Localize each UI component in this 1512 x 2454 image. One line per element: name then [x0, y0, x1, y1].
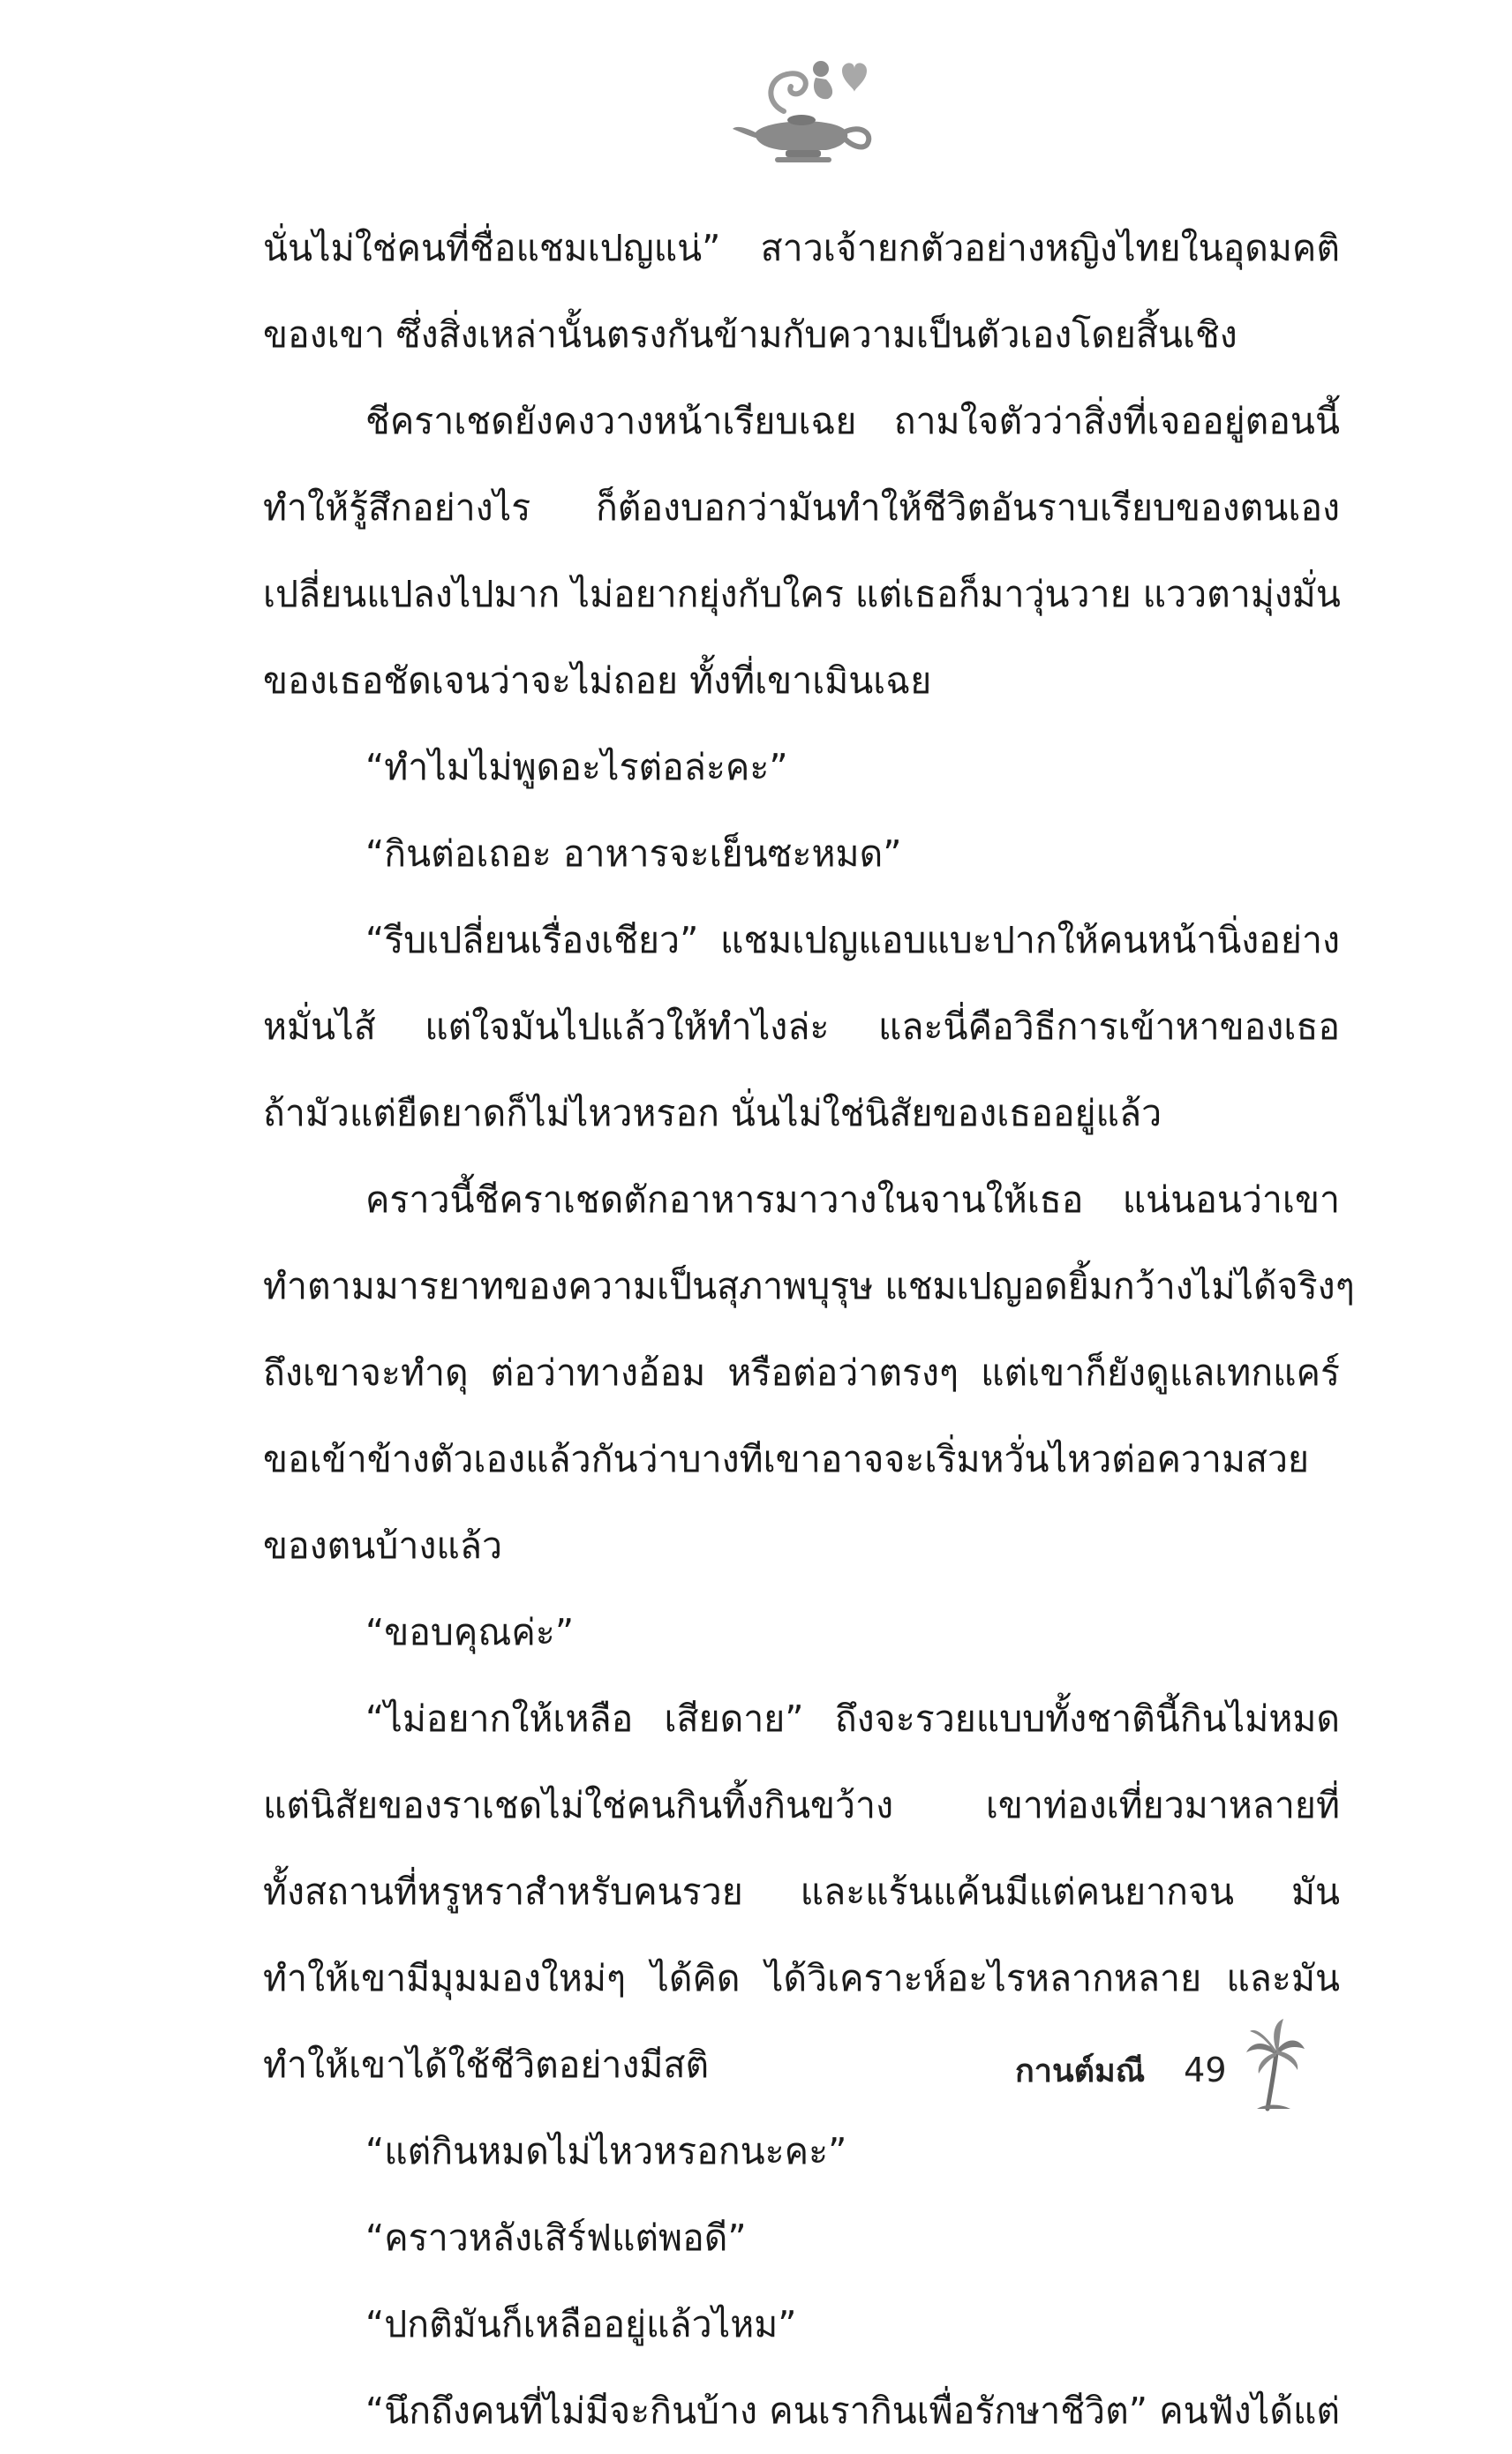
text-line: “คราวหลังเสิร์ฟแต่พอดี”	[365, 2217, 747, 2259]
palm-tree-icon	[1245, 2017, 1306, 2114]
book-title: กานต์มณี	[1015, 2052, 1146, 2089]
page-footer	[1015, 2030, 1306, 2110]
text-line: “ทำไมไม่พูดอะไรต่อล่ะคะ”	[365, 746, 788, 788]
text-line: ของเธอชัดเจนว่าจะไม่ถอย ทั้งที่เขาเมินเฉย	[263, 659, 932, 702]
text-line: ทั้งสถานที่หรูหราสำหรับคนรวย และแร้นแค้นมีแต่คนยากจน มัน	[263, 1871, 1340, 1913]
text-line: ถ้ามัวแต่ยืดยาดก็ไม่ไหวหรอก นั่นไม่ใช่นิสัยของเธออยู่แล้ว	[263, 1092, 1162, 1134]
genie-lamp-ornament-icon	[729, 51, 879, 166]
text-line: คราวนี้ชีคราเชดตักอาหารมาวางในจานให้เธอ แน่นอนว่าเขา	[365, 1178, 1340, 1221]
text-line: แต่นิสัยของราเชดไม่ใช่คนกินทิ้งกินขว้าง เขาท่องเที่ยวมาหลายที่	[263, 1784, 1340, 1826]
text-line: ถึงเขาจะทำดุ ต่อว่าทางอ้อม หรือต่อว่าตรงๆ แต่เขาก็ยังดูแลเทกแคร์	[263, 1351, 1340, 1394]
text-line: นั่นไม่ใช่คนที่ชื่อแชมเปญแน่” สาวเจ้ายกตัวอย่างหญิงไทยในอุดมคติ	[263, 227, 1340, 269]
text-line: ทำให้เขามีมุมมองใหม่ๆ ได้คิด ได้วิเคราะห์อะไรหลากหลาย และมัน	[263, 1957, 1340, 1999]
text-line: ชีคราเชดยังคงวางหน้าเรียบเฉย ถามใจตัวว่าสิ่งที่เจออยู่ตอนนี้	[365, 400, 1340, 442]
text-line: ทำให้รู้สึกอย่างไร ก็ต้องบอกว่ามันทำให้ชีวิตอันราบเรียบของตนเอง	[263, 486, 1340, 529]
text-line: ขอเข้าข้างตัวเองแล้วกันว่าบางทีเขาอาจจะเริ่มหวั่นไหวต่อความสวย	[263, 1438, 1310, 1480]
text-line: เปลี่ยนแปลงไปมาก ไม่อยากยุ่งกับใคร แต่เธอก็มาวุ่นวาย แววตามุ่งมั่น	[263, 573, 1341, 615]
text-line: “แต่กินหมดไม่ไหวหรอกนะคะ”	[365, 2130, 847, 2172]
text-line: ของตนบ้างแล้ว	[263, 1524, 502, 1567]
text-line: “ปกติมันก็เหลืออยู่แล้วไหม”	[365, 2303, 797, 2345]
text-line: “กินต่อเถอะ อาหารจะเย็นซะหมด”	[365, 832, 902, 875]
text-line: “ไม่อยากให้เหลือ เสียดาย” ถึงจะรวยแบบทั้งชาตินี้กินไม่หมด	[365, 1697, 1340, 1740]
text-line: “นึกถึงคนที่ไม่มีจะกินบ้าง คนเรากินเพื่อรักษาชีวิต” คนฟังได้แต่	[365, 2390, 1340, 2432]
text-line: ของเขา ซึ่งสิ่งเหล่านั้นตรงกันข้ามกับความเป็นตัวเองโดยสิ้นเชิง	[263, 313, 1237, 356]
text-line: “ขอบคุณค่ะ”	[365, 1611, 575, 1653]
text-line: ทำตามมารยาทของความเป็นสุภาพบุรุษ แชมเปญอดยิ้มกว้างไม่ได้จริงๆ	[263, 1265, 1355, 1307]
text-line: หมั่นไส้ แต่ใจมันไปแล้วให้ทำไงล่ะ และนี่คือวิธีการเข้าหาของเธอ	[263, 1005, 1340, 1048]
text-line: ทำให้เขาได้ใช้ชีวิตอย่างมีสติ	[263, 2044, 710, 2086]
text-line: “รีบเปลี่ยนเรื่องเชียว” แชมเปญแอบแบะปากให้คนหน้านิ่งอย่าง	[365, 919, 1340, 961]
body-text	[263, 205, 1355, 2454]
page-number: 49	[1184, 2051, 1227, 2089]
